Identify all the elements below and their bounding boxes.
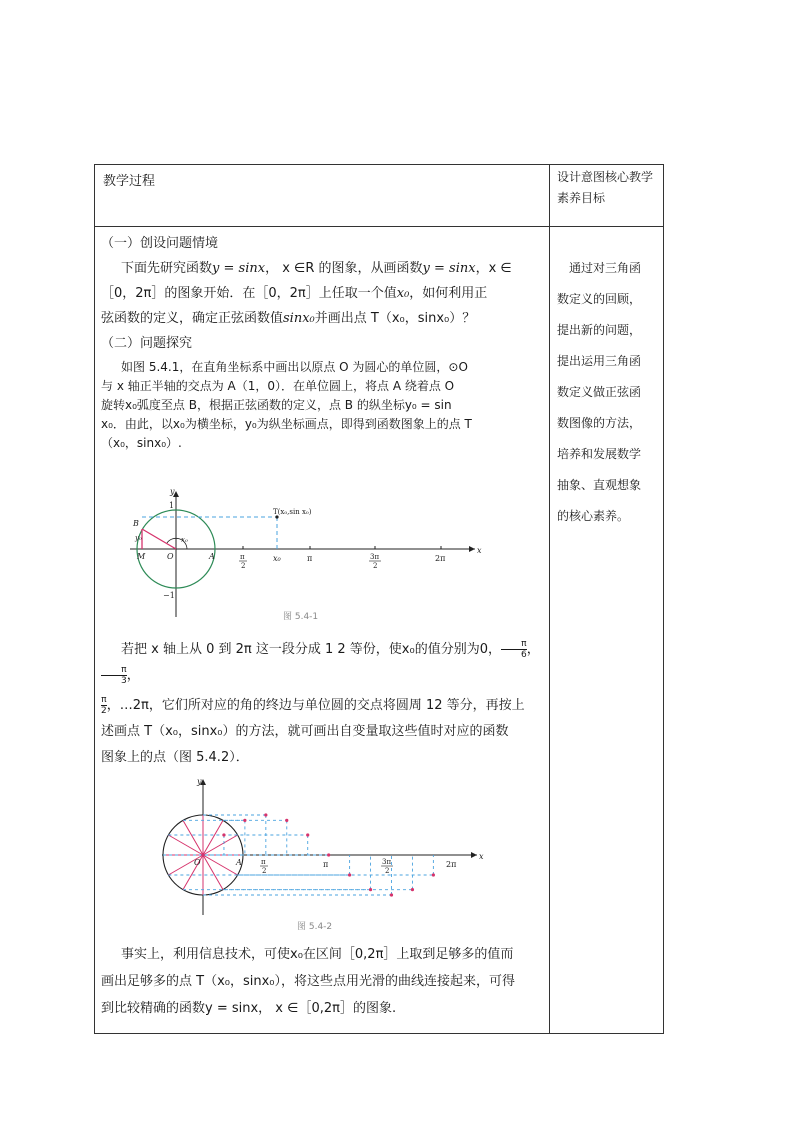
- label-A: A: [209, 552, 215, 561]
- radius-OB: [142, 529, 176, 549]
- label-B: B: [133, 519, 139, 528]
- graph-point: [222, 833, 225, 836]
- x-axis-arrow: [471, 852, 477, 858]
- graph-point: [390, 893, 393, 896]
- label-O: O: [167, 552, 174, 561]
- figure-5-4-1: [125, 487, 515, 627]
- label-one: 1: [169, 501, 175, 510]
- label-three-pi-half-den: 2: [373, 562, 378, 570]
- label-O: O: [194, 858, 201, 867]
- graph-point: [327, 853, 330, 856]
- section1-paragraph-line2: ［0，2π］的图象开始．在［0，2π］上任取一个值x₀，如何利用正: [101, 286, 488, 301]
- label-pi: π: [307, 554, 313, 563]
- intent-line-5: 数定义做正弦函: [557, 385, 642, 399]
- header-design-intent: 设计意图核心教学素养目标: [557, 170, 654, 205]
- label-three-pi-half-num: 3π: [370, 553, 380, 561]
- x-axis-arrow: [469, 546, 475, 552]
- graph-point: [201, 853, 204, 856]
- label-y0: y₀: [135, 534, 142, 542]
- label-pi: π: [323, 860, 329, 869]
- label-A: A: [236, 858, 242, 867]
- graph-point: [432, 873, 435, 876]
- section3-line2: $\frac{\pi}{2}$ ，…2π，它们所对应的角的终边与单位圆的交点将圆周 12 等分，再按上: [101, 695, 525, 716]
- lesson-table: [94, 164, 664, 1034]
- section3-line4: 图象上的点（图 5.4.2）．: [101, 750, 249, 765]
- label-two-pi: 2π: [446, 860, 457, 869]
- intent-line-2: 数定义的回顾，: [557, 292, 642, 306]
- design-intent-text: [557, 253, 659, 532]
- section1-paragraph-line3: 弦函数的定义，确定正弦函数值sinx₀并画出点 T（x₀，sinx₀）？: [101, 311, 476, 326]
- graph-point: [285, 819, 288, 822]
- intent-line-6: 数图像的方法，: [557, 416, 642, 430]
- label-pi-half-den: 2: [262, 867, 267, 875]
- label-M: M: [137, 552, 146, 561]
- graph-point: [369, 888, 372, 891]
- intent-line-9: 的核心素养。: [557, 509, 630, 523]
- intent-line-4: 提出运用三角函: [557, 354, 642, 368]
- section2-line4: x₀．由此，以x₀为横坐标，y₀为纵坐标画点，即得到函数图象上的点 T: [101, 417, 472, 431]
- label-x: x: [479, 852, 484, 861]
- column-divider: [549, 165, 550, 1033]
- intent-line-1: 通过对三角函: [569, 261, 642, 275]
- graph-point: [411, 888, 414, 891]
- intent-line-7: 培养和发展数学: [557, 447, 642, 461]
- label-y: y: [170, 487, 175, 496]
- section1-paragraph-line1: 下面先研究函数y = sinx， x ∈R 的图象，从画函数y = sinx，x ∈: [121, 261, 512, 276]
- label-y: y: [197, 777, 202, 786]
- section4-line1: 事实上，利用信息技术，可使x₀在区间［0,2π］上取到足够多的值而: [121, 947, 514, 962]
- section4-paragraph: [101, 941, 541, 1022]
- header-teaching-process: 教学过程: [103, 174, 156, 189]
- label-two-pi: 2π: [435, 554, 446, 563]
- graph-point: [243, 819, 246, 822]
- section1-title: （一）创设问题情境: [101, 236, 219, 251]
- graph-point: [264, 813, 267, 816]
- label-x: x: [477, 546, 482, 555]
- label-three-pi-half-den: 2: [385, 867, 390, 875]
- section3-line3: 述画点 T（x₀，sinx₀）的方法，就可画出自变量取这些值时对应的函数: [101, 724, 509, 739]
- figure-5-4-2: [157, 775, 487, 935]
- label-pi-half-den: 2: [241, 562, 246, 570]
- graph-point: [348, 873, 351, 876]
- label-x0-angle: x₀: [181, 536, 188, 544]
- section2-line1: 如图 5.4.1，在直角坐标系中画出以原点 O 为圆心的单位圆，⊙O: [121, 360, 468, 374]
- figure2-caption: 图 5.4-2: [297, 922, 333, 932]
- section2-paragraph: [101, 358, 541, 453]
- label-three-pi-half-num: 3π: [382, 858, 392, 866]
- section2-title: （二）问题探究: [101, 336, 193, 351]
- header-divider: [95, 226, 663, 227]
- section3-line1: 若把 x 轴上从 0 到 2π 这一段分成 1 2 等份，使x₀的值分别为0， $\frac{\pi}{6}$ ， $\frac{\pi}{3}$ ，: [101, 637, 541, 689]
- label-x0-axis: x₀: [273, 554, 281, 563]
- figure1-caption: 图 5.4-1: [283, 612, 319, 622]
- section3-paragraph: [101, 637, 541, 771]
- intent-line-3: 提出新的问题，: [557, 323, 642, 337]
- section2-line2: 与 x 轴正半轴的交点为 A（1，0）．在单位圆上，将点 A 绕着点 O: [101, 379, 455, 393]
- intent-line-8: 抽象、直观想象: [557, 478, 642, 492]
- section4-line3: 到比较精确的函数y = sinx， x ∈［0,2π］的图象.: [101, 1001, 397, 1016]
- teaching-content: [101, 231, 541, 453]
- graph-point: [306, 833, 309, 836]
- section2-line3: 旋转x₀弧度至点 B，根据正弦函数的定义，点 B 的纵坐标y₀ = sin: [101, 398, 452, 412]
- label-pi-half-num: π: [240, 553, 245, 561]
- label-pi-half-num: π: [261, 858, 266, 866]
- section4-line2: 画出足够多的点 T（x₀，sinx₀），将这些点用光滑的曲线连接起来，可得: [101, 974, 516, 989]
- label-minus-one: −1: [163, 591, 175, 600]
- label-T: T(x₀,sin x₀): [273, 508, 312, 516]
- section2-line5: （x₀，sinx₀）.: [101, 436, 182, 450]
